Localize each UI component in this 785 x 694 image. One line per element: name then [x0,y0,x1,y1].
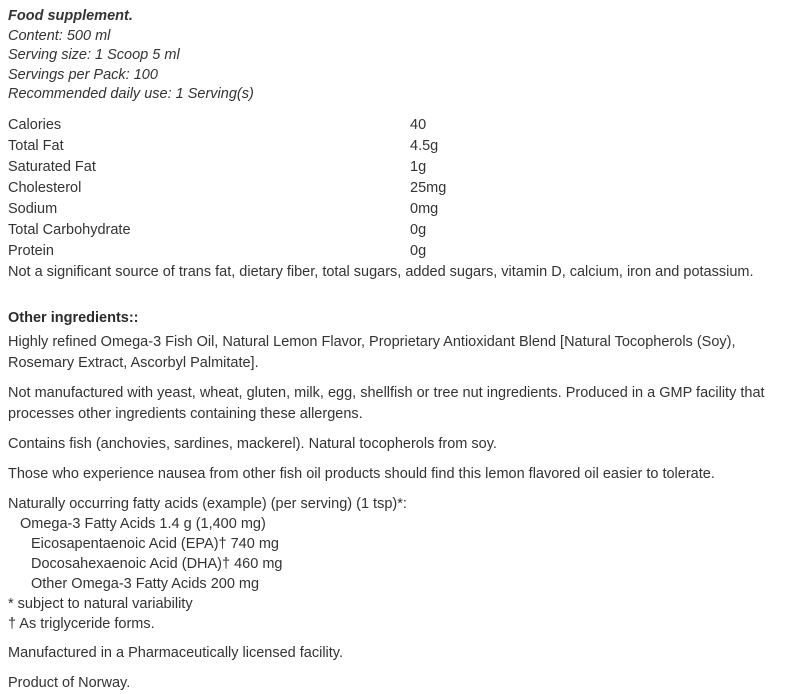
nutrient-label: Protein [8,242,54,259]
nutrient-label: Cholesterol [8,179,82,196]
recommended-daily-use-line: Recommended daily use: 1 Serving(s) [8,86,254,102]
table-row [8,241,778,262]
nutrient-label: Total Fat [8,137,64,154]
nutrient-value: 40 [410,116,427,133]
fatty-acid-item: Omega-3 Fatty Acids 1.4 g (1,400 mg) [20,515,266,532]
content-volume-line: Content: 500 ml [8,27,111,44]
footnote-asterisk: * subject to natural variability [8,595,193,612]
table-row [8,157,778,178]
other-ingredients-body: Highly refined Omega-3 Fish Oil, Natural Lemon Flavor, Proprietary Antioxidant Blend [Natural Tocopherols (Soy), Rosemary Extract, Ascorbyl Palmitate]. [8,333,736,371]
nutrient-label: Total Carbohydrate [8,221,131,238]
nutrient-label: Saturated Fat [8,158,96,175]
fatty-acid-item: Eicosapentaenoic Acid (EPA)† 740 mg [31,535,279,552]
nutrient-value: 0mg [410,200,439,217]
serving-size-line: Serving size: 1 Scoop 5 ml [8,47,180,63]
supplement-meta-block [8,7,778,105]
table-row [8,115,778,136]
table-row [8,136,778,157]
fatty-acid-item: Docosahexaenoic Acid (DHA)† 460 mg [31,555,283,572]
nutrient-value: 25mg [410,179,447,196]
servings-per-pack-line: Servings per Pack: 100 [8,66,158,83]
fatty-acids-intro: Naturally occurring fatty acids (example) (per serving) (1 tsp)*: [8,495,407,512]
nutrition-disclaimer-note: Not a significant source of trans fat, dietary fiber, total sugars, added sugars, vitamin D, calcium, iron and potassium. [8,263,754,280]
nutrition-facts-table [8,115,778,262]
nutrient-value: 0g [410,221,427,238]
nutrient-value: 0g [410,242,427,259]
nausea-statement: Those who experience nausea from other fish oil products should find this lemon flavored oil easier to tolerate. [8,465,715,482]
contains-fish-statement: Contains fish (anchovies, sardines, mackerel). Natural tocopherols from soy. [8,435,497,452]
manufactured-statement: Manufactured in a Pharmaceutically licensed facility. [8,644,344,661]
table-row [8,178,778,199]
fatty-acids-block [8,494,778,634]
footnote-dagger: † As triglyceride forms. [8,615,155,632]
product-origin-statement: Product of Norway. [8,674,131,691]
nutrient-label: Calories [8,116,62,133]
table-row [8,220,778,241]
nutrient-label: Sodium [8,200,58,217]
other-ingredients-heading: Other ingredients:: [8,309,139,326]
nutrient-value: 4.5g [410,137,439,154]
allergen-statement: Not manufactured with yeast, wheat, gluten, milk, egg, shellfish or tree nut ingredients. Produced in a GMP facility that processes other ingredients containing these allergens. [8,384,765,422]
table-row [8,199,778,220]
supplement-type-title: Food supplement. [8,8,133,24]
nutrient-value: 1g [410,158,427,175]
fatty-acid-item: Other Omega-3 Fatty Acids 200 mg [31,575,260,592]
